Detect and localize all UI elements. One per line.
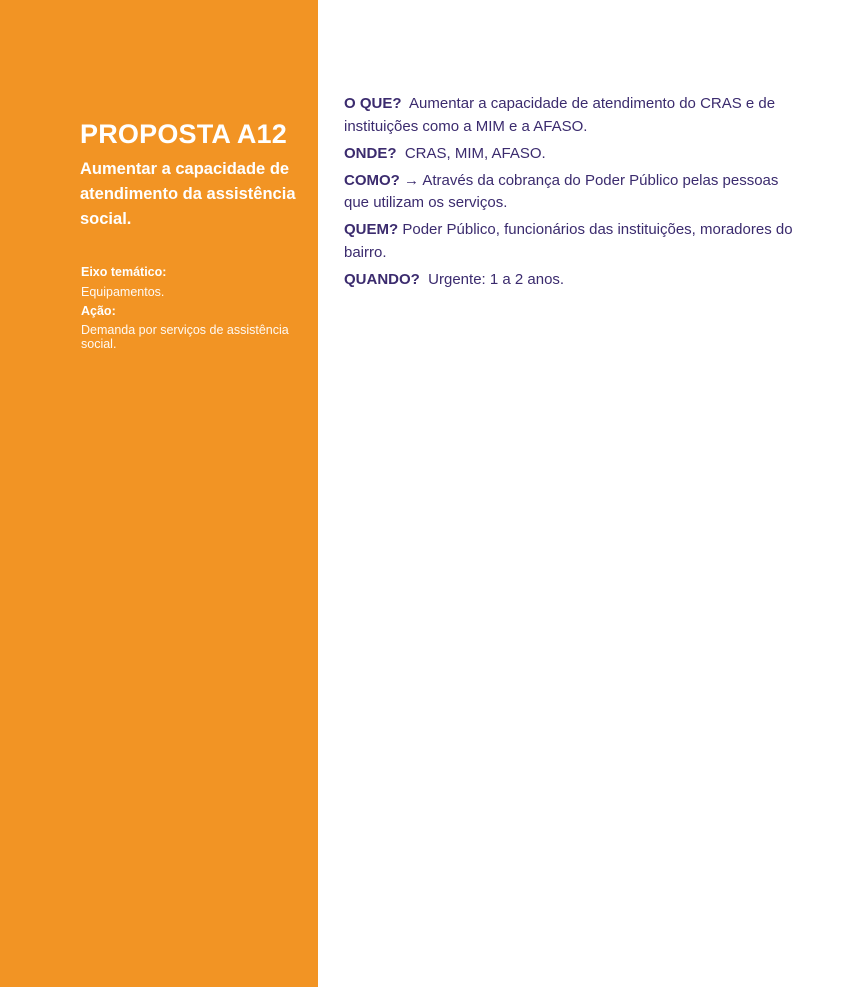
how-label: COMO? xyxy=(344,171,400,189)
who-text: Poder Público, funcionários das instituições, moradores do bairro. xyxy=(344,221,793,261)
theme-label: Eixo temático: xyxy=(81,265,167,279)
how-text: → Através da cobrança do Poder Público pelas pessoas que utilizam os serviços. xyxy=(344,171,779,211)
proposal-title: PROPOSTA A12 xyxy=(80,119,287,149)
meta-block xyxy=(81,263,306,351)
action-value: Demanda por serviços de assistência social. xyxy=(81,323,289,351)
action-label: Ação: xyxy=(81,304,116,318)
what-text: Aumentar a capacidade de atendimento do CRAS e de instituições como a MIM e a AFASO. xyxy=(344,95,776,135)
proposal-subtitle: Aumentar a capacidade de atendimento da assistência social. xyxy=(80,160,296,228)
details-content xyxy=(344,93,799,296)
when-label: QUANDO? xyxy=(344,270,420,288)
where-paragraph xyxy=(344,143,799,166)
when-text: Urgente: 1 a 2 anos. xyxy=(428,270,565,288)
who-paragraph xyxy=(344,219,799,264)
sidebar-panel xyxy=(0,0,318,987)
what-label: O QUE? xyxy=(344,95,402,112)
where-label: ONDE? xyxy=(344,144,397,162)
what-paragraph xyxy=(344,93,799,138)
theme-value: Equipamentos. xyxy=(81,285,165,299)
how-paragraph xyxy=(344,170,799,215)
where-text: CRAS, MIM, AFASO. xyxy=(404,144,546,162)
when-paragraph xyxy=(344,269,799,292)
who-label: QUEM? xyxy=(344,221,399,238)
